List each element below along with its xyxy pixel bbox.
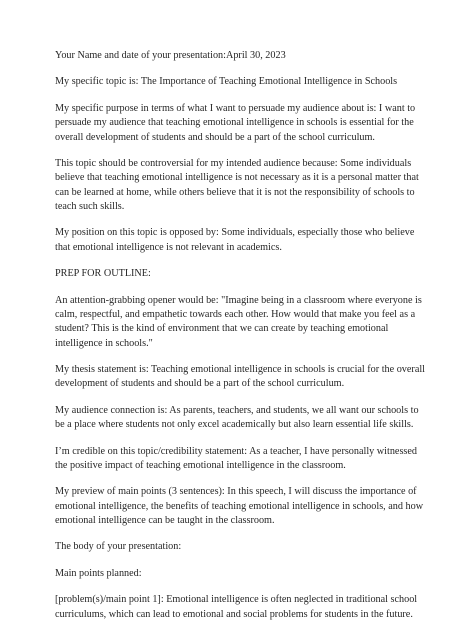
specific-topic: My specific topic is: The Importance of Teaching Emotional Intelligence in Schools — [55, 76, 398, 88]
specific-purpose: My specific purpose in terms of what I want to persuade my audience about is: I want to persuade my audience that teaching emotional intelligence in schools is essential for the overall development of students and should be a part of the school curriculum. — [55, 102, 416, 143]
credibility-statement: I’m credible on this topic/credibility statement: As a teacher, I have personally witnessed the positive impact of teaching emotional intelligence in the classroom. — [55, 445, 417, 471]
main-point-1: [problem(s)/main point 1]: Emotional intelligence is often neglected in traditional school curriculums, which can lead to emotional and social problems for students in the future. — [55, 594, 418, 620]
main-points-preview: My preview of main points (3 sentences): In this speech, I will discuss the importance of emotional intelligence, the benefits of teaching emotional intelligence in schools, and how emotional intelligence can be taught in the classroom. — [55, 486, 424, 526]
document-body — [55, 49, 425, 634]
controversy-statement: This topic should be controversial for my intended audience because: Some individuals believe that teaching emotional intelligence is not necessary as it is a personal matter that can be learned at home, while others believe that it is not the responsibility of schools to teach such skills. — [55, 158, 419, 212]
attention-opener: An attention-grabbing opener would be: "Imagine being in a classroom where everyone is calm, respectful, and empathetic towards each other. How would that make you feel as a student? This is the kind of environment that we can create by teaching emotional intelligence in schools." — [55, 294, 422, 349]
main-points-planned: Main points planned: — [55, 567, 142, 579]
opposition-statement: My position on this topic is opposed by: Some individuals, especially those who believe that emotional intelligence is not relevant in academics. — [55, 227, 415, 253]
name-date-line: Your Name and date of your presentation:April 30, 2023 — [55, 50, 286, 61]
body-heading: The body of your presentation: — [55, 541, 182, 553]
prep-outline-heading: PREP FOR OUTLINE: — [55, 268, 151, 280]
audience-connection: My audience connection is: As parents, teachers, and students, we all want our schools to be a place where students not only excel academically but also learn essential life skills. — [55, 404, 419, 431]
thesis-statement: My thesis statement is: Teaching emotional intelligence in schools is crucial for the overall development of students and should be a part of the school curriculum. — [55, 364, 425, 390]
